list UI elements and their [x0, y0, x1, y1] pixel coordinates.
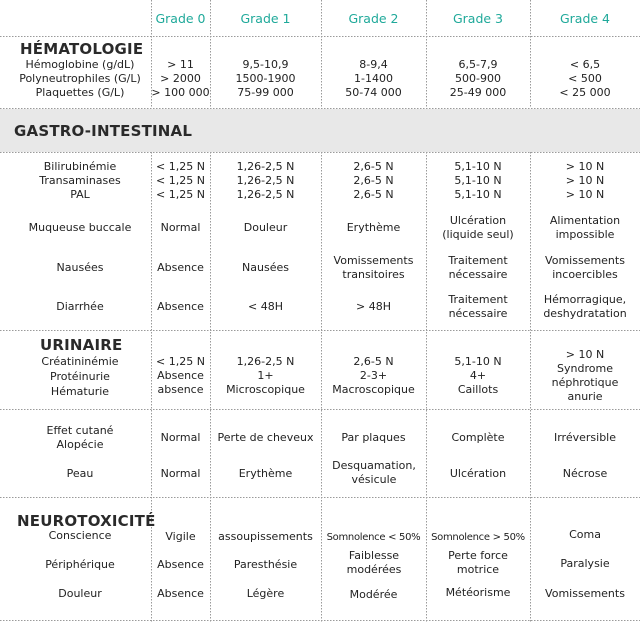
row-label-peripherique: Périphérique: [45, 558, 115, 571]
table-cell: 4+: [469, 369, 487, 382]
table-cell: > 48H: [356, 300, 391, 313]
table-cell: 8-9,4: [359, 58, 388, 71]
table-cell: Irréversible: [553, 431, 616, 444]
row-label-pal: PAL: [70, 188, 90, 201]
table-cell: 75-99 000: [237, 86, 294, 99]
table-cell: > 10 N: [565, 174, 605, 187]
table-cell: Vigile: [165, 530, 196, 543]
table-cell: 1+: [257, 369, 274, 382]
table-cell: Météorisme: [445, 586, 511, 599]
table-cell: Normal: [160, 431, 201, 444]
table-cell: 5,1-10 N: [454, 160, 502, 173]
table-cell: < 1,25 N: [156, 355, 205, 368]
table-cell: 1,26-2,5 N: [236, 355, 295, 368]
grade-3-header: Grade 3: [452, 10, 504, 26]
table-cell: 2,6-5 N: [353, 188, 394, 201]
table-cell: Somnolence < 50%: [326, 532, 421, 543]
grade-1-header: Grade 1: [240, 10, 291, 26]
table-cell: Absence: [157, 558, 204, 571]
table-cell: 50-74 000: [345, 86, 402, 99]
table-cell: > 10 N: [565, 348, 605, 361]
table-cell: Paralysie: [560, 557, 610, 570]
table-cell: Ulcération: [449, 467, 507, 480]
row-label-plaquettes: Plaquettes (G/L): [35, 86, 125, 99]
table-cell: Traitement nécessaire: [448, 293, 508, 320]
table-cell: > 10 N: [565, 160, 605, 173]
table-cell: 1-1400: [354, 72, 393, 85]
table-cell: < 1,25 N: [156, 188, 205, 201]
grade-4-header: Grade 4: [559, 10, 611, 26]
table-cell: < 500: [568, 72, 602, 85]
table-cell: Nécrose: [562, 467, 608, 480]
table-cell: Traitement nécessaire: [448, 254, 508, 281]
table-cell: 2-3+: [359, 369, 388, 382]
table-cell: 6,5-7,9: [458, 58, 498, 71]
table-cell: Modérée: [349, 588, 398, 601]
table-cell: < 1,25 N: [156, 174, 205, 187]
row-label-diarrhee: Diarrhée: [56, 300, 104, 313]
table-cell: Caillots: [457, 383, 499, 396]
table-cell: Absence: [157, 369, 204, 382]
table-cell: Douleur: [243, 221, 288, 234]
table-cell: Hémorragique, deshydratation: [543, 293, 627, 320]
table-cell: Paresthésie: [233, 558, 298, 571]
table-cell: Perte de cheveux: [217, 431, 314, 444]
table-cell: Vomissements transitoires: [333, 254, 414, 281]
table-cell: 2,6-5 N: [353, 160, 394, 173]
table-cell: 500-900: [455, 72, 501, 85]
row-label-nausees: Nausées: [56, 261, 104, 274]
table-cell: assoupissements: [218, 530, 313, 543]
table-cell: 5,1-10 N: [454, 188, 502, 201]
table-cell: Absence: [157, 587, 204, 600]
row-label-conscience: Conscience: [48, 529, 112, 542]
table-cell: absence: [157, 383, 204, 396]
table-cell: Légère: [246, 587, 285, 600]
row-label-proteinurie: Protéinurie: [50, 370, 110, 383]
table-cell: 1,26-2,5 N: [236, 174, 295, 187]
row-label-peau: Peau: [66, 467, 94, 480]
section-title-gastro: GASTRO-INTESTINAL: [14, 122, 193, 140]
section-title-urinaire: URINAIRE: [40, 336, 123, 354]
table-cell: 5,1-10 N: [454, 355, 502, 368]
table-cell: 9,5-10,9: [242, 58, 289, 71]
table-cell: 25-49 000: [449, 86, 507, 99]
table-cell: > 100 000: [151, 86, 210, 99]
table-cell: > 10 N: [565, 188, 605, 201]
grade-2-header: Grade 2: [348, 10, 399, 26]
section-title-hematologie: HÉMATOLOGIE: [20, 40, 144, 58]
table-cell: Microscopique: [226, 383, 305, 396]
table-cell: Ulcération (liquide seul): [442, 214, 514, 241]
grade-0-header: Grade 0: [155, 10, 206, 26]
table-cell: 2,6-5 N: [353, 174, 394, 187]
table-cell: Perte force motrice: [448, 549, 508, 576]
row-label-creatininemie: Créatininémie: [41, 355, 119, 368]
table-cell: Faiblesse modérées: [346, 549, 402, 576]
table-cell: Coma: [569, 528, 601, 541]
table-cell: 5,1-10 N: [454, 174, 502, 187]
table-cell: Complète: [451, 431, 505, 444]
table-cell: 1,26-2,5 N: [236, 188, 295, 201]
table-cell: Desquamation, vésicule: [332, 459, 416, 486]
table-cell: > 11: [167, 58, 194, 71]
row-label-polyneutrophiles: Polyneutrophiles (G/L): [19, 72, 141, 85]
table-cell: Syndrome néphrotique anurie: [551, 362, 619, 403]
row-label-transaminases: Transaminases: [39, 174, 121, 187]
table-cell: < 1,25 N: [156, 160, 205, 173]
table-cell: > 2000: [160, 72, 201, 85]
row-label-muqueuse: Muqueuse buccale: [28, 221, 132, 234]
table-cell: Vomissements: [545, 587, 625, 600]
row-label-hemoglobine: Hémoglobine (g/dL): [25, 58, 135, 71]
table-cell: Erythème: [238, 467, 293, 480]
table-cell: Nausées: [242, 261, 289, 274]
table-cell: < 48H: [248, 300, 283, 313]
row-label-bilirubinemie: Bilirubinémie: [43, 160, 117, 173]
table-cell: Erythème: [346, 221, 401, 234]
table-cell: Normal: [160, 221, 201, 234]
table-cell: 2,6-5 N: [353, 355, 394, 368]
table-cell: Vomissements incoercibles: [545, 254, 625, 281]
table-cell: Par plaques: [341, 431, 406, 444]
table-cell: Alimentation impossible: [549, 214, 621, 241]
row-label-douleur: Douleur: [58, 587, 102, 600]
table-cell: Macroscopique: [332, 383, 415, 396]
row-label-effet-cutane: Effet cutané: [46, 424, 114, 437]
table-cell: 1500-1900: [235, 72, 296, 85]
row-label-hematurie: Hématurie: [50, 385, 110, 398]
table-cell: Absence: [157, 261, 204, 274]
table-cell: Normal: [160, 467, 201, 480]
table-cell: < 6,5: [569, 58, 601, 71]
table-cell: < 25 000: [559, 86, 611, 99]
table-cell: Absence: [157, 300, 204, 313]
row-label-alopecie: Alopécie: [56, 438, 104, 451]
table-cell: 1,26-2,5 N: [236, 160, 295, 173]
section-title-neurotoxicite: NEUROTOXICITÉ: [17, 512, 156, 530]
table-cell: Somnolence > 50%: [431, 532, 525, 543]
